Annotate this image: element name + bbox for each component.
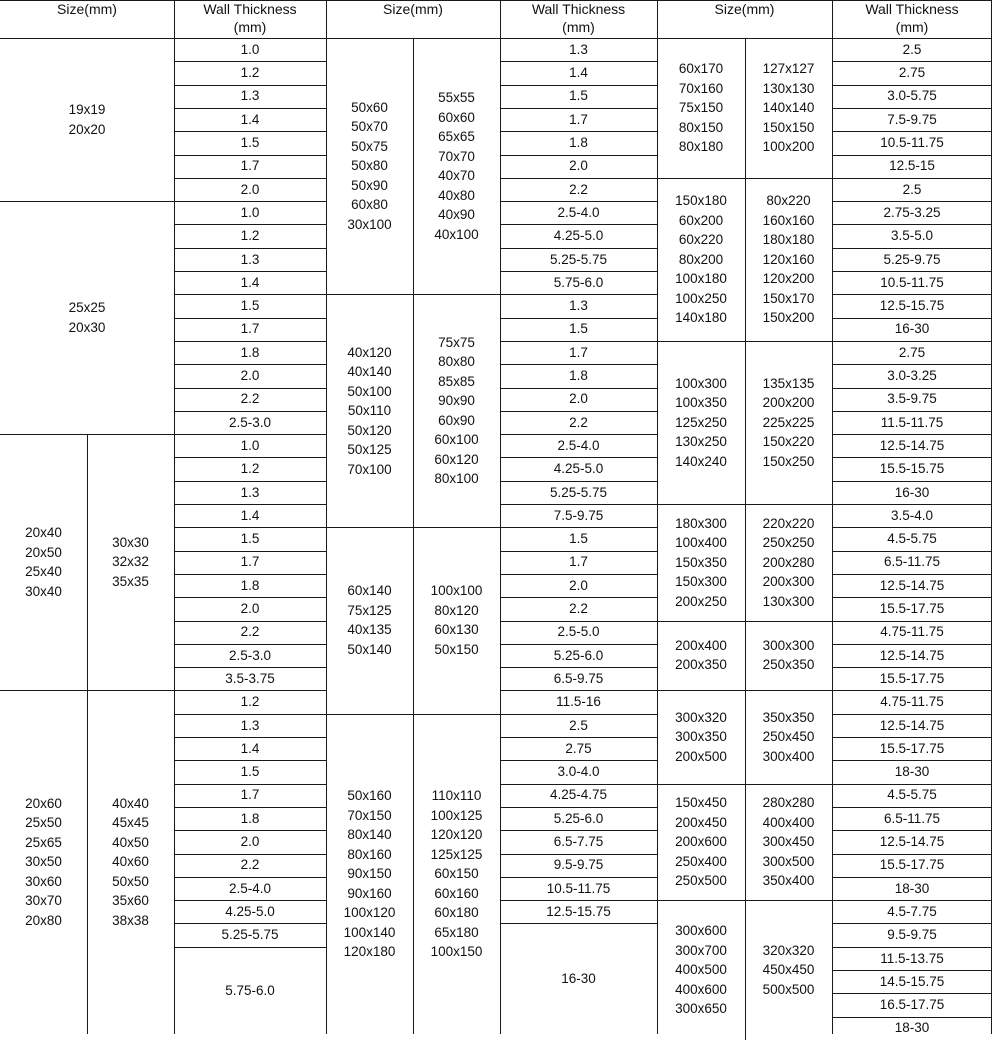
size-list: 20x40 20x50 25x40 30x40 [25,525,62,599]
wall-thickness-cell: 1.8 [569,368,588,384]
wall-thickness-cell: 16-30 [561,970,596,986]
wall-thickness-cell: 2.75-3.25 [883,204,941,220]
wall-thickness-cell: 18-30 [894,880,930,896]
grid-line [500,434,657,435]
size-list: 20x60 25x50 25x65 30x50 30x60 30x70 20x80 [25,795,62,928]
wall-thickness-cell: 3.0-4.0 [557,764,600,780]
wall-thickness-cell: 2.0 [569,391,588,407]
grid-line [413,714,414,1034]
wall-thickness-cell: 4.25-5.0 [553,228,604,244]
size-list: 40x120 40x140 50x100 50x110 50x120 50x125 70x100 [347,344,392,477]
wall-thickness-cell: 1.8 [569,135,588,151]
grid-line [832,457,992,458]
wall-thickness-cell: 1.5 [569,531,588,547]
wall-thickness-cell: 2.5 [902,181,922,197]
wall-thickness-cell: 1.4 [569,65,588,81]
wall-thickness-cell: 2.0 [569,577,588,593]
grid-line [174,621,326,622]
header-size-2: Size(mm) [383,1,443,17]
grid-line [832,667,992,668]
wall-thickness-cell: 5.75-6.0 [553,274,604,290]
wall-thickness-cell: 1.2 [240,694,260,710]
wall-thickness-cell: 1.8 [240,344,260,360]
grid-line [174,551,326,552]
grid-line [500,108,657,109]
grid-line [500,597,657,598]
wall-thickness-cell: 1.3 [240,717,260,733]
grid-line [832,923,992,924]
grid-line [500,784,657,785]
wall-thickness-cell: 10.5-11.75 [880,274,944,290]
grid-line [500,481,657,482]
wall-thickness-cell: 12.5-14.75 [879,437,945,453]
grid-line [832,434,992,435]
wall-thickness-cell: 1.5 [240,531,260,547]
wall-thickness-cell: 18-30 [894,764,930,780]
size-list: 100x300 100x350 125x250 130x250 140x240 [675,375,727,469]
wall-thickness-cell: 2.5 [902,41,922,57]
header-wall-thickness-1: Wall Thickness (mm) [203,1,297,35]
grid-line [832,201,992,202]
grid-line [832,318,992,319]
grid-line [174,667,326,668]
wall-thickness-cell: 1.7 [240,787,260,803]
grid-line [832,388,992,389]
grid-line [174,784,326,785]
grid-line [832,737,992,738]
wall-thickness-cell: 2.75 [565,740,592,756]
grid-line [500,224,657,225]
grid-line [174,877,326,878]
size-list: 30x30 32x32 35x35 [112,534,149,589]
grid-line [500,457,657,458]
wall-thickness-cell: 7.5-9.75 [553,507,604,523]
wall-thickness-cell: 4.5-7.75 [887,903,937,919]
wall-thickness-cell: 2.0 [240,834,260,850]
grid-line [174,574,326,575]
size-list: 25x25 20x30 [68,300,106,335]
wall-thickness-cell: 11.5-11.75 [880,414,944,430]
size-list: 200x400 200x350 [675,637,727,673]
size-list: 110x110 100x125 120x120 125x125 60x150 60x160 60x180 65x180 100x150 [430,788,483,960]
wall-thickness-cell: 15.5-17.75 [879,670,945,686]
wall-thickness-cell: 1.0 [240,41,260,57]
grid-line [832,993,992,994]
wall-thickness-cell: 7.5-9.75 [887,111,937,127]
wall-thickness-cell: 2.0 [240,181,260,197]
wall-thickness-cell: 15.5-17.75 [879,601,945,617]
size-list: 100x100 80x120 60x130 50x150 [430,583,483,657]
grid-line [832,947,992,948]
size-list: 300x320 300x350 200x500 [675,709,727,764]
wall-thickness-cell: 12.5-14.75 [879,577,945,593]
size-list: 55x55 60x60 65x65 70x70 40x70 40x80 40x90 40x100 [434,90,479,242]
grid-line [500,737,657,738]
wall-thickness-cell: 1.0 [240,204,260,220]
grid-line [832,597,992,598]
wall-thickness-cell: 3.5-3.75 [225,670,275,686]
wall-thickness-cell: 4.75-11.75 [880,624,944,640]
grid-line [832,830,992,831]
wall-thickness-cell: 12.5-15.75 [879,298,945,314]
wall-thickness-cell: 5.75-6.0 [225,982,275,998]
grid-line [832,481,992,482]
wall-thickness-cell: 4.5-5.75 [887,787,937,803]
grid-line [500,85,657,86]
grid-line [174,923,326,924]
grid-line [832,527,992,528]
wall-thickness-cell: 1.3 [240,484,260,500]
wall-thickness-cell: 2.5-4.0 [228,880,272,896]
grid-line [174,341,326,342]
size-list: 180x300 100x400 150x350 150x300 200x250 [675,515,727,609]
wall-thickness-cell: 1.5 [240,764,260,780]
wall-thickness-cell: 18-30 [894,1020,930,1036]
wall-thickness-cell: 5.25-6.0 [553,810,604,826]
wall-thickness-cell: 1.3 [569,41,588,57]
wall-thickness-cell: 6.5-9.75 [553,670,604,686]
size-list: 40x40 45x45 40x50 40x60 50x50 35x60 38x38 [112,795,149,928]
grid-line [174,830,326,831]
grid-line [500,411,657,412]
grid-line [0,0,992,1]
grid-line [174,61,326,62]
grid-line [832,854,992,855]
size-list: 300x600 300x700 400x500 400x600 300x650 [675,923,727,1017]
grid-line [500,271,657,272]
grid-line [832,574,992,575]
size-list: 19x19 20x20 [68,102,106,137]
wall-thickness-cell: 5.25-9.75 [883,251,941,267]
wall-thickness-cell: 15.5-15.75 [879,461,945,477]
grid-line [832,807,992,808]
wall-thickness-cell: 2.5-5.0 [557,624,600,640]
wall-thickness-cell: 2.0 [569,158,588,174]
header-wall-thickness-3: Wall Thickness (mm) [865,1,959,35]
grid-line [500,760,657,761]
grid-line [500,854,657,855]
wall-thickness-cell: 6.5-11.75 [883,810,941,826]
wall-thickness-cell: 1.4 [240,740,260,756]
grid-line [174,318,326,319]
wall-thickness-cell: 4.5-5.75 [887,531,937,547]
wall-thickness-cell: 2.5-4.0 [557,437,600,453]
wall-thickness-cell: 1.7 [240,321,260,337]
wall-thickness-cell: 5.25-5.75 [549,484,608,500]
grid-line [174,504,326,505]
wall-thickness-cell: 15.5-17.75 [879,857,945,873]
grid-line [745,504,746,621]
size-list: 60x140 75x125 40x135 50x140 [347,583,392,657]
wall-thickness-cell: 2.2 [240,391,260,407]
grid-line [745,690,746,783]
grid-line [174,224,326,225]
wall-thickness-cell: 10.5-11.75 [546,880,611,896]
grid-line [174,760,326,761]
wall-thickness-cell: 12.5-14.75 [879,647,945,663]
wall-thickness-cell: 4.25-5.0 [553,461,604,477]
grid-line [832,411,992,412]
grid-line [500,551,657,552]
wall-thickness-cell: 12.5-14.75 [879,717,945,733]
size-list: 320x320 450x450 500x500 [762,942,815,997]
size-list: 350x350 250x450 300x400 [762,709,815,764]
wall-thickness-cell: 1.7 [240,554,260,570]
wall-thickness-cell: 1.4 [240,507,260,523]
wall-thickness-cell: 11.5-13.75 [880,950,944,966]
wall-thickness-cell: 5.25-6.0 [553,647,604,663]
wall-thickness-cell: 9.5-9.75 [553,857,604,873]
wall-thickness-cell: 5.25-5.75 [549,251,608,267]
wall-thickness-cell: 9.5-9.75 [887,927,937,943]
grid-line [174,155,326,156]
grid-line [500,621,657,622]
wall-thickness-cell: 1.8 [240,577,260,593]
grid-line [832,271,992,272]
grid-line [174,457,326,458]
grid-line [174,388,326,389]
size-list: 50x60 50x70 50x75 50x80 50x90 60x80 30x100 [347,99,392,232]
grid-line [500,807,657,808]
grid-line [500,178,657,179]
wall-thickness-cell: 2.2 [240,624,260,640]
grid-line [174,854,326,855]
wall-thickness-cell: 2.5-4.0 [557,204,600,220]
wall-thickness-cell: 3.5-5.0 [890,228,934,244]
wall-thickness-cell: 2.0 [240,368,260,384]
grid-line [500,644,657,645]
grid-line [500,201,657,202]
grid-line [832,61,992,62]
size-list: 80x220 160x160 180x180 120x160 120x200 150x170 150x200 [762,193,815,326]
grid-line [500,364,657,365]
wall-thickness-cell: 11.5-16 [556,694,601,710]
wall-thickness-cell: 1.7 [569,554,588,570]
grid-line [500,61,657,62]
grid-line [500,877,657,878]
wall-thickness-cell: 2.0 [240,601,260,617]
grid-line [174,108,326,109]
wall-thickness-cell: 16-30 [894,484,930,500]
grid-line [500,574,657,575]
grid-line [174,294,326,295]
grid-line [174,481,326,482]
grid-line [413,38,414,294]
size-list: 150x450 200x450 200x600 250x400 250x500 [675,795,727,889]
grid-line [745,900,746,1040]
grid-line [832,155,992,156]
wall-thickness-cell: 1.8 [240,810,260,826]
grid-line [832,760,992,761]
grid-line [832,551,992,552]
grid-line [500,341,657,342]
size-list: 50x160 70x150 80x140 80x160 90x150 90x160 100x120 100x140 120x180 [343,788,396,960]
grid-line [174,527,326,528]
wall-thickness-cell: 1.7 [569,344,588,360]
wall-thickness-cell: 2.5-3.0 [228,414,272,430]
grid-line [500,667,657,668]
grid-line [174,178,326,179]
wall-thickness-cell: 1.5 [569,88,588,104]
grid-line [174,248,326,249]
grid-line [832,85,992,86]
size-list: 127x127 130x130 140x140 150x150 100x200 [762,61,815,155]
grid-line [500,900,657,901]
wall-thickness-cell: 14.5-15.75 [879,973,945,989]
grid-line [832,877,992,878]
wall-thickness-cell: 2.75 [898,65,926,81]
grid-line [174,271,326,272]
size-list: 300x300 250x350 [762,637,815,673]
grid-line [832,108,992,109]
grid-line [832,224,992,225]
wall-thickness-cell: 12.5-15.75 [546,903,611,919]
size-list: 135x135 200x200 225x225 150x220 150x250 [762,375,815,469]
wall-thickness-cell: 2.5-3.0 [228,647,272,663]
wall-thickness-cell: 1.3 [240,88,260,104]
wall-thickness-cell: 1.2 [240,228,260,244]
grid-line [832,364,992,365]
grid-line [832,644,992,645]
wall-thickness-cell: 2.5 [569,717,588,733]
wall-thickness-cell: 3.0-5.75 [887,88,937,104]
grid-line [500,690,657,691]
wall-thickness-cell: 10.5-11.75 [880,135,944,151]
grid-line [174,900,326,901]
header-size-3: Size(mm) [714,1,775,17]
wall-thickness-cell: 2.2 [569,414,588,430]
wall-thickness-cell: 16.5-17.75 [879,997,945,1013]
header-size-1: Size(mm) [57,1,117,17]
grid-line [500,504,657,505]
grid-line [500,830,657,831]
grid-line [500,131,657,132]
wall-thickness-cell: 12.5-14.75 [879,834,945,850]
grid-line [174,714,326,715]
wall-thickness-cell: 12.5-15 [889,158,935,174]
wall-thickness-cell: 15.5-17.75 [879,740,945,756]
grid-line [745,784,746,901]
grid-line [500,248,657,249]
wall-thickness-cell: 1.2 [240,461,260,477]
wall-thickness-cell: 1.4 [240,111,260,127]
grid-line [174,411,326,412]
wall-thickness-cell: 4.25-4.75 [549,787,608,803]
wall-thickness-cell: 1.4 [240,274,260,290]
wall-thickness-cell: 2.2 [240,857,260,873]
grid-line [87,434,88,690]
grid-line [745,341,746,504]
grid-line [174,597,326,598]
grid-line [413,527,414,713]
grid-line [500,318,657,319]
wall-thickness-cell: 1.0 [240,437,260,453]
grid-line [87,690,88,1034]
wall-thickness-cell: 3.5-9.75 [887,391,937,407]
size-list: 220x220 250x250 200x280 200x300 130x300 [762,515,815,609]
wall-thickness-cell: 6.5-7.75 [553,834,604,850]
wall-thickness-cell: 1.5 [240,135,260,151]
grid-line [832,131,992,132]
grid-line [500,155,657,156]
wall-thickness-cell: 1.3 [240,251,260,267]
grid-line [174,737,326,738]
grid-line [413,294,414,527]
grid-line [174,85,326,86]
grid-line [745,38,746,178]
grid-line [745,621,746,691]
grid-line [832,970,992,971]
size-list: 150x180 60x200 60x220 80x200 100x180 100x250 140x180 [675,193,727,326]
wall-thickness-cell: 5.25-5.75 [221,927,279,943]
wall-thickness-cell: 2.2 [569,601,588,617]
grid-line [174,364,326,365]
size-list: 75x75 80x80 85x85 90x90 60x90 60x100 60x120 80x100 [434,334,479,487]
grid-line [745,178,746,341]
wall-thickness-cell: 1.3 [569,298,588,314]
size-list: 280x280 400x400 300x450 300x500 350x400 [762,795,815,889]
grid-line [174,131,326,132]
header-wall-thickness-2: Wall Thickness (mm) [531,1,626,35]
grid-line [174,644,326,645]
wall-thickness-cell: 4.25-5.0 [225,903,275,919]
grid-line [832,714,992,715]
wall-thickness-cell: 1.2 [240,65,260,81]
wall-thickness-cell: 16-30 [894,321,930,337]
grid-line [174,807,326,808]
wall-thickness-cell: 3.0-3.25 [887,368,937,384]
wall-thickness-cell: 2.2 [569,181,588,197]
wall-thickness-cell: 4.75-11.75 [880,694,944,710]
wall-thickness-cell: 1.7 [240,158,260,174]
grid-line [832,1017,992,1018]
grid-line [832,248,992,249]
wall-thickness-cell: 1.5 [569,321,588,337]
wall-thickness-cell: 3.5-4.0 [890,507,934,523]
grid-line [500,388,657,389]
wall-thickness-cell: 2.75 [898,344,926,360]
wall-thickness-cell: 6.5-11.75 [883,554,941,570]
grid-line [832,294,992,295]
wall-thickness-cell: 1.5 [240,298,260,314]
wall-thickness-cell: 1.7 [569,111,588,127]
size-list: 60x170 70x160 75x150 80x150 80x180 [678,61,724,155]
